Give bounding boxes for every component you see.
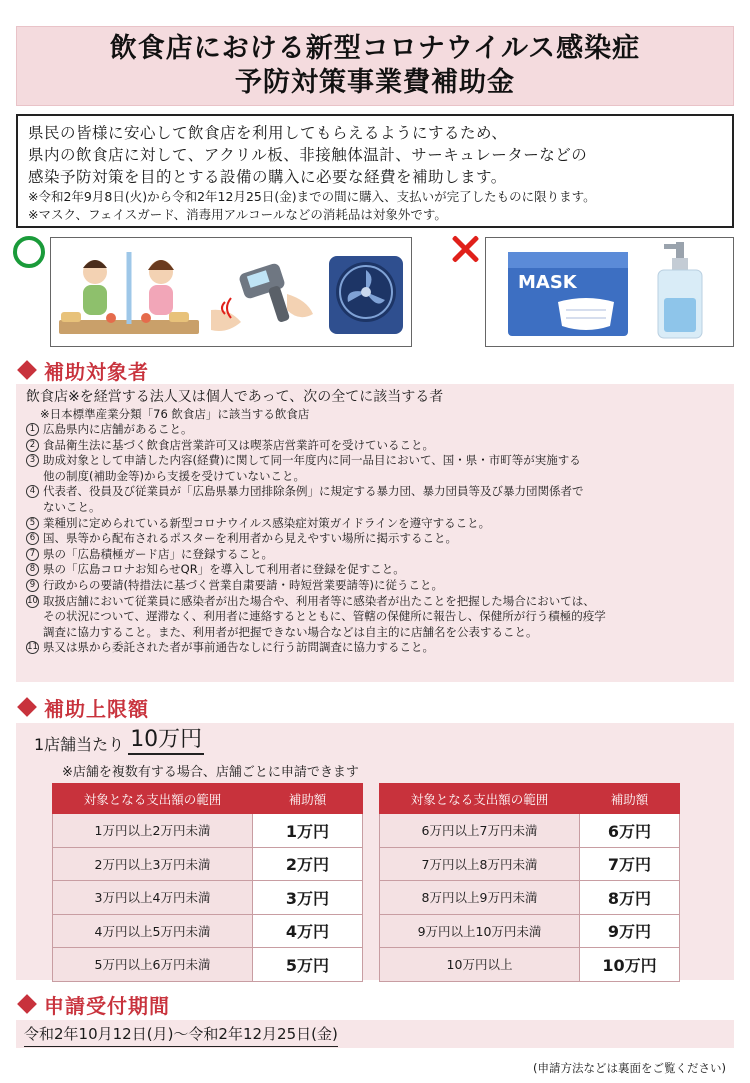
expense-range: 2万円以上3万円未満 [53,847,253,881]
ineligible-items-illustration [485,237,734,347]
intro-note: ※令和2年9月8日(火)から令和2年12月25日(金)までの間に購入、支払いが完了したものに限ります。 [28,189,596,204]
expense-range: 6万円以上7万円未満 [380,814,580,848]
header-range: 対象となる支出額の範囲 [53,784,253,814]
header-amount: 補助額 [580,784,680,814]
subsidy-amount: 2万円 [253,847,363,881]
item-text-line: 国、県等から配布されるポスターを利用者から見えやすい場所に掲示すること。 [43,531,457,546]
table-row [53,881,363,915]
item-number: 10 [27,595,38,606]
expense-range: 9万円以上10万円未満 [380,914,580,948]
eligibility-item [26,453,724,484]
eligibility-item [26,516,724,532]
eligible-items-svg [51,238,413,348]
item-text-line: 県の「広島コロナお知らせQR」を導入して利用者に登録を促すこと。 [43,562,405,577]
intro-line: 感染予防対策を目的とする設備の購入に必要な経費を補助します。 [28,168,507,186]
section-heading-limit [16,694,734,720]
table-header-row [380,784,680,814]
item-text-line: ないこと。 [43,499,101,514]
eligibility-item [26,594,724,641]
application-period-panel [16,1020,734,1048]
eligibility-item [26,531,724,547]
section-title: 申請受付期間 [44,993,170,1018]
section-title: 補助上限額 [44,696,149,721]
eligibility-item [26,422,724,438]
item-text [43,562,724,578]
eligibility-list [26,422,724,656]
multi-store-note: ※店舗を複数有する場合、店舗ごとに申請できます [62,765,359,780]
ineligible-cross-icon [448,232,482,266]
eligibility-item [26,438,724,454]
item-text [43,578,724,594]
non-contact-thermometer-icon [211,262,313,331]
item-text [43,640,724,656]
item-text-line: 助成対象として申請した内容(経費)に関して同一年度内に同一品目において、国・県・市町等が実施する [43,453,581,468]
application-period: 令和2年10月12日(月)～令和2年12月25日(金) [24,1022,338,1047]
per-store-label: 1店舗当たり [34,735,125,754]
table-row [53,814,363,848]
eligibility-item [26,562,724,578]
subsidy-amount: 5万円 [253,948,363,982]
ineligible-items-svg [486,238,735,348]
item-text-line: 業種別に定められている新型コロナウイルス感染症対策ガイドラインを遵守すること。 [43,515,491,530]
section-title: 補助対象者 [44,359,149,384]
expense-range: 4万円以上5万円未満 [53,914,253,948]
item-number: 2 [26,439,39,452]
header-range: 対象となる支出額の範囲 [380,784,580,814]
subsidy-table-right [379,783,680,982]
footer-note: (申請方法などは裏面をご覧ください) [533,1061,726,1075]
item-text-line: 調査に協力すること。また、利用者が把握できない場合などは自主的に店舗名を公表すること。 [43,624,538,639]
section-heading-eligible [16,357,734,383]
item-number: 3 [26,454,39,467]
circulator-fan-icon [329,256,403,334]
subsidy-amount: 6万円 [580,814,680,848]
intro-box [16,114,734,228]
table-row [380,881,680,915]
item-number: 11 [27,642,38,653]
item-text-line: 代表者、役員及び従業員が「広島県暴力団排除条例」に規定する暴力団、暴力団員等及び暴力団関係者で [43,484,584,499]
eligibility-item [26,484,724,515]
eligible-circle-icon [13,236,45,268]
title-banner [16,26,734,106]
item-number: 1 [26,423,39,436]
item-text [43,453,724,484]
title-line-2: 予防対策事業費補助金 [235,67,515,98]
item-number: 4 [26,485,39,498]
subsidy-amount: 1万円 [253,814,363,848]
item-text-line: 県又は県から委託された者が事前通告なしに行う訪問調査に協力すること。 [43,640,434,655]
subsidy-amount: 10万円 [580,948,680,982]
item-text-line: 食品衛生法に基づく飲食店営業許可又は喫茶店営業許可を受けていること。 [43,437,434,452]
item-number: 5 [26,517,39,530]
item-text [43,422,724,438]
expense-range: 1万円以上2万円未満 [53,814,253,848]
section-heading-period [16,991,734,1017]
header-amount: 補助額 [253,784,363,814]
eligibility-lead: 飲食店※を経営する法人又は個人であって、次の全てに該当する者 [26,389,444,405]
acrylic-partition-icon [59,252,199,334]
mask-box-label: MASK [518,272,577,293]
diamond-bullet-icon [17,697,37,717]
diamond-bullet-icon [17,360,37,380]
table-row [53,948,363,982]
eligible-items-illustration [50,237,412,347]
diamond-bullet-icon [17,994,37,1014]
item-number: 9 [26,579,39,592]
item-text [43,531,724,547]
table-row [380,948,680,982]
eligibility-panel [16,384,734,682]
expense-range: 3万円以上4万円未満 [53,881,253,915]
subsidy-amount: 9万円 [580,914,680,948]
expense-range: 7万円以上8万円未満 [380,847,580,881]
expense-range: 10万円以上 [380,948,580,982]
item-text-line: 広島県内に店舗があること。 [43,422,193,436]
item-number: 6 [26,532,39,545]
item-text [43,594,724,641]
table-row [380,914,680,948]
table-row [53,914,363,948]
table-header-row [53,784,363,814]
item-text [43,438,724,454]
eligibility-item [26,640,724,656]
alcohol-sanitizer-bottle-icon [658,242,702,338]
table-row [380,814,680,848]
expense-range: 8万円以上9万円未満 [380,881,580,915]
eligibility-item [26,547,724,563]
table-row [380,847,680,881]
title-line-1: 飲食店における新型コロナウイルス感染症 [109,33,641,64]
eligibility-item [26,578,724,594]
item-text-line: 取扱店舗において従業員に感染者が出た場合や、利用者等に感染者が出たことを把握した場合においては、 [43,593,595,608]
subsidy-amount: 4万円 [253,914,363,948]
per-store-value: 10万円 [128,727,204,755]
item-text-line: 県の「広島積極ガード店」に登録すること。 [43,546,273,561]
item-text [43,547,724,563]
item-text [43,516,724,532]
item-text-line: 行政からの要請(特措法に基づく営業自粛要請・時短営業要請等)に従うこと。 [43,577,443,592]
item-text [43,484,724,515]
per-store-limit [34,727,204,755]
eligibility-note: ※日本標準産業分類「76 飲食店」に該当する飲食店 [40,407,310,421]
intro-line: 県民の皆様に安心して飲食店を利用してもらえるようにするため、 [28,124,508,142]
intro-line: 県内の飲食店に対して、アクリル板、非接触体温計、サーキュレーターなどの [28,146,588,164]
item-text-line: その状況について、遅滞なく、利用者に連絡するとともに、管轄の保健所に報告し、保健所が行う積極的疫学 [43,609,606,624]
subsidy-amount: 3万円 [253,881,363,915]
item-number: 8 [26,563,39,576]
table-row [53,847,363,881]
intro-note: ※マスク、フェイスガード、消毒用アルコールなどの消耗品は対象外です。 [28,207,447,222]
expense-range: 5万円以上6万円未満 [53,948,253,982]
item-text-line: 他の制度(補助金等)から支援を受けていないこと。 [43,468,305,483]
mask-box-icon [508,252,628,336]
subsidy-amount: 8万円 [580,881,680,915]
subsidy-table-left [52,783,363,982]
item-number: 7 [26,548,39,561]
subsidy-amount: 7万円 [580,847,680,881]
subsidy-limit-panel [16,723,734,980]
